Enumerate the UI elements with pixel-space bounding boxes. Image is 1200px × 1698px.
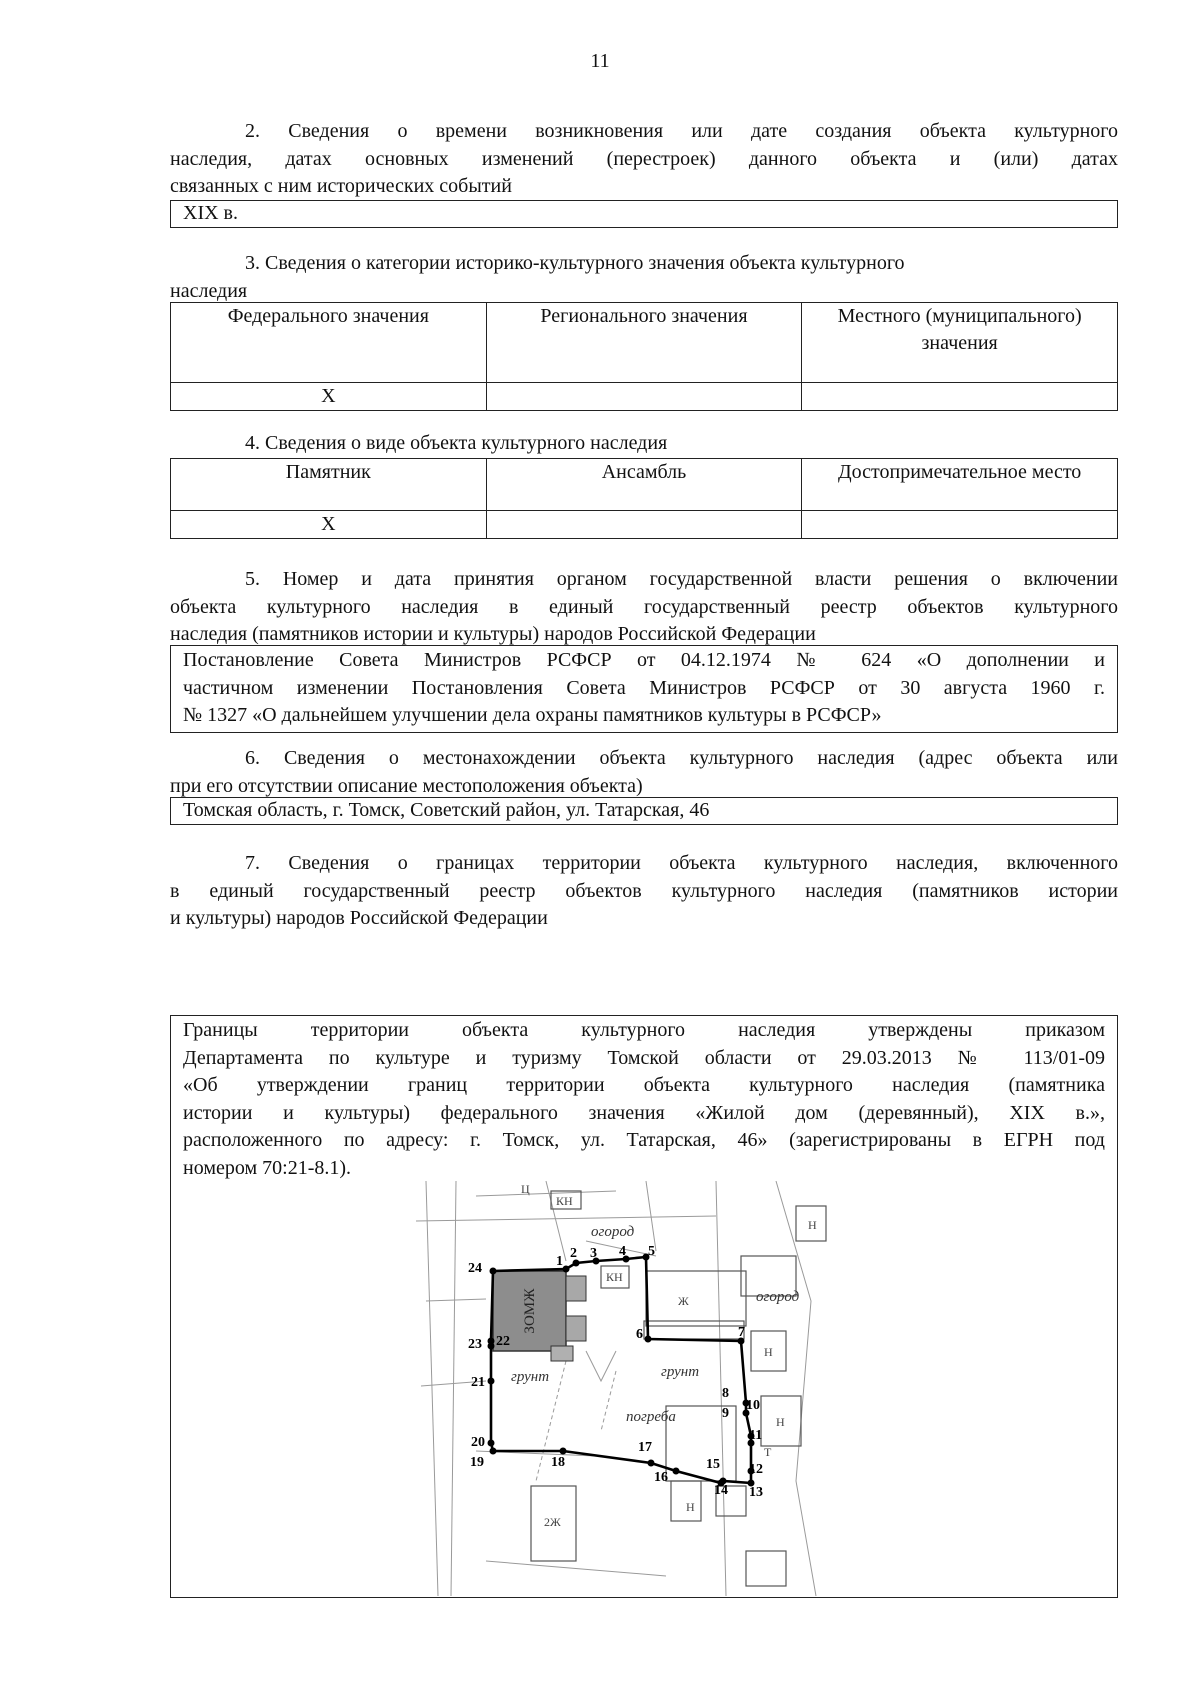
header-federal: Федерального значения xyxy=(171,303,487,383)
mark-ensemble xyxy=(486,511,802,539)
map-label-main-building: ЗОМЖ xyxy=(522,1288,538,1334)
header-ensemble: Ансамбль xyxy=(486,459,802,511)
section-4-kind-table xyxy=(170,458,1118,539)
mark-local xyxy=(802,383,1118,411)
map-label-n-3: Н xyxy=(776,1415,785,1429)
vertex-23: 23 xyxy=(468,1337,482,1352)
vertex-5: 5 xyxy=(648,1244,655,1259)
section-7-heading xyxy=(170,850,1118,933)
section-2-value: XIX в. xyxy=(183,202,238,224)
vertex-17: 17 xyxy=(638,1440,652,1455)
section-7-value-line-3: «Об утверждении границ территории объекта культурного наследия (памятника xyxy=(183,1074,1105,1096)
vertex-18: 18 xyxy=(551,1455,565,1470)
section-3-line-2: наследия xyxy=(170,279,248,302)
vertex-12: 12 xyxy=(749,1462,763,1477)
section-3-line-1: 3. Сведения о категории историко-культурного значения объекта культурного xyxy=(245,252,905,274)
map-label-kn-small: КН xyxy=(606,1270,623,1284)
section-6-heading xyxy=(170,745,1118,800)
map-label-grunt-left: грунт xyxy=(511,1369,550,1385)
vertex-3: 3 xyxy=(590,1246,597,1261)
section-7-line-3: и культуры) народов Российской Федерации xyxy=(170,907,548,929)
vertex-1: 1 xyxy=(556,1254,563,1269)
section-7-value-line-5: расположенного по адресу: г. Томск, ул. Татарская, 46» (зарегистрированы в ЕГРН под xyxy=(183,1129,1105,1151)
section-2-line-3: связанных с ним исторических событий xyxy=(170,175,512,197)
section-5-value-line-3: № 1327 «О дальнейшем улучшении дела охраны памятников культуры в РСФСР» xyxy=(183,704,882,726)
section-7-value-line-2: Департамента по культуре и туризму Томской области от 29.03.2013 № 113/01-09 xyxy=(183,1046,1105,1069)
section-5-value-line-2: частичном изменении Постановления Совета Министров РСФСР от 30 августа 1960 г. xyxy=(183,676,1105,699)
header-monument: Памятник xyxy=(171,459,487,511)
section-5-heading xyxy=(170,566,1118,649)
vertex-6: 6 xyxy=(636,1327,643,1342)
map-label-n-2: Н xyxy=(764,1345,773,1359)
map-label-ogorod-right: огород xyxy=(756,1289,800,1305)
map-label-n-4: Н xyxy=(686,1500,695,1514)
section-5-value-line-1: Постановление Совета Министров РСФСР от 04.12.1974 № 624 «О дополнении и xyxy=(183,649,1105,671)
mark-monument: X xyxy=(171,511,487,539)
vertex-21: 21 xyxy=(471,1375,485,1390)
section-5-line-2: объекта культурного наследия в единый государственный реестр объектов культурного xyxy=(170,595,1118,618)
map-label-t: Т xyxy=(764,1445,772,1459)
vertex-10: 10 xyxy=(746,1398,760,1413)
section-7-value-line-1: Границы территории объекта культурного наследия утверждены приказом xyxy=(183,1019,1105,1041)
section-6-value: Томская область, г. Томск, Советский район, ул. Татарская, 46 xyxy=(183,799,710,821)
mark-landmark-place xyxy=(802,511,1118,539)
vertex-9: 9 xyxy=(722,1406,729,1421)
vertex-16: 16 xyxy=(654,1470,668,1485)
section-7-value-line-6: номером 70:21-8.1). xyxy=(183,1156,352,1179)
section-7-value-text xyxy=(171,1016,1117,1182)
vertex-22: 22 xyxy=(496,1334,510,1349)
section-4-heading xyxy=(170,430,1118,458)
section-3-heading xyxy=(170,250,1118,305)
section-6-value-box xyxy=(170,797,1118,825)
map-label-2zh: 2Ж xyxy=(544,1515,561,1529)
section-5-value-box xyxy=(170,645,1118,733)
map-label-n-1: Н xyxy=(808,1218,817,1232)
section-5-line-1: 5. Номер и дата принятия органом государственной власти решения о включении xyxy=(245,568,1118,590)
section-7-value-box xyxy=(170,1015,1118,1598)
vertex-19: 19 xyxy=(470,1455,484,1470)
mark-regional xyxy=(486,383,802,411)
map-label-zh: Ж xyxy=(678,1294,689,1308)
section-3-category-table xyxy=(170,302,1118,411)
page-number: 11 xyxy=(590,50,610,72)
section-6-line-2: при его отсутствии описание местоположения объекта) xyxy=(170,774,643,797)
vertex-13: 13 xyxy=(749,1485,763,1500)
section-2-line-2: наследия, датах основных изменений (перестроек) данного объекта и (или) датах xyxy=(170,147,1118,170)
section-7-line-1: 7. Сведения о границах территории объекта культурного наследия, включенного xyxy=(245,852,1118,874)
section-4-line-1: 4. Сведения о виде объекта культурного наследия xyxy=(245,432,668,454)
section-5-line-3: наследия (памятников истории и культуры) народов Российской Федерации xyxy=(170,623,816,645)
vertex-8: 8 xyxy=(722,1386,729,1401)
section-2-value-box xyxy=(170,200,1118,228)
section-6-line-1: 6. Сведения о местонахождении объекта культурного наследия (адрес объекта или xyxy=(245,747,1118,769)
map-label-c: Ц xyxy=(521,1182,530,1196)
vertex-24: 24 xyxy=(468,1261,482,1276)
section-7-value-line-4: истории и культуры) федерального значения «Жилой дом (деревянный), XIX в.», xyxy=(183,1101,1105,1124)
vertex-2: 2 xyxy=(570,1246,577,1261)
header-local: Местного (муниципального) значения xyxy=(802,303,1118,383)
section-7-line-2: в единый государственный реестр объектов культурного наследия (памятников истории xyxy=(170,879,1118,902)
boundary-map xyxy=(416,1181,836,1596)
header-regional: Регионального значения xyxy=(486,303,802,383)
map-label-kn-top: КН xyxy=(556,1194,573,1208)
vertex-4: 4 xyxy=(619,1244,626,1259)
map-label-ogorod-top: огород xyxy=(591,1224,635,1240)
section-2-line-1: 2. Сведения о времени возникновения или дате создания объекта культурного xyxy=(245,120,1118,142)
header-landmark-place: Достопримечательное место xyxy=(802,459,1118,511)
vertex-7: 7 xyxy=(738,1325,745,1340)
map-label-pogreba: погреба xyxy=(626,1409,676,1425)
vertex-15: 15 xyxy=(706,1457,720,1472)
map-label-grunt-right: грунт xyxy=(661,1364,700,1380)
vertex-11: 11 xyxy=(749,1428,763,1443)
mark-federal: X xyxy=(171,383,487,411)
vertex-14: 14 xyxy=(714,1483,728,1498)
section-2-heading xyxy=(170,118,1118,201)
vertex-20: 20 xyxy=(471,1435,485,1450)
